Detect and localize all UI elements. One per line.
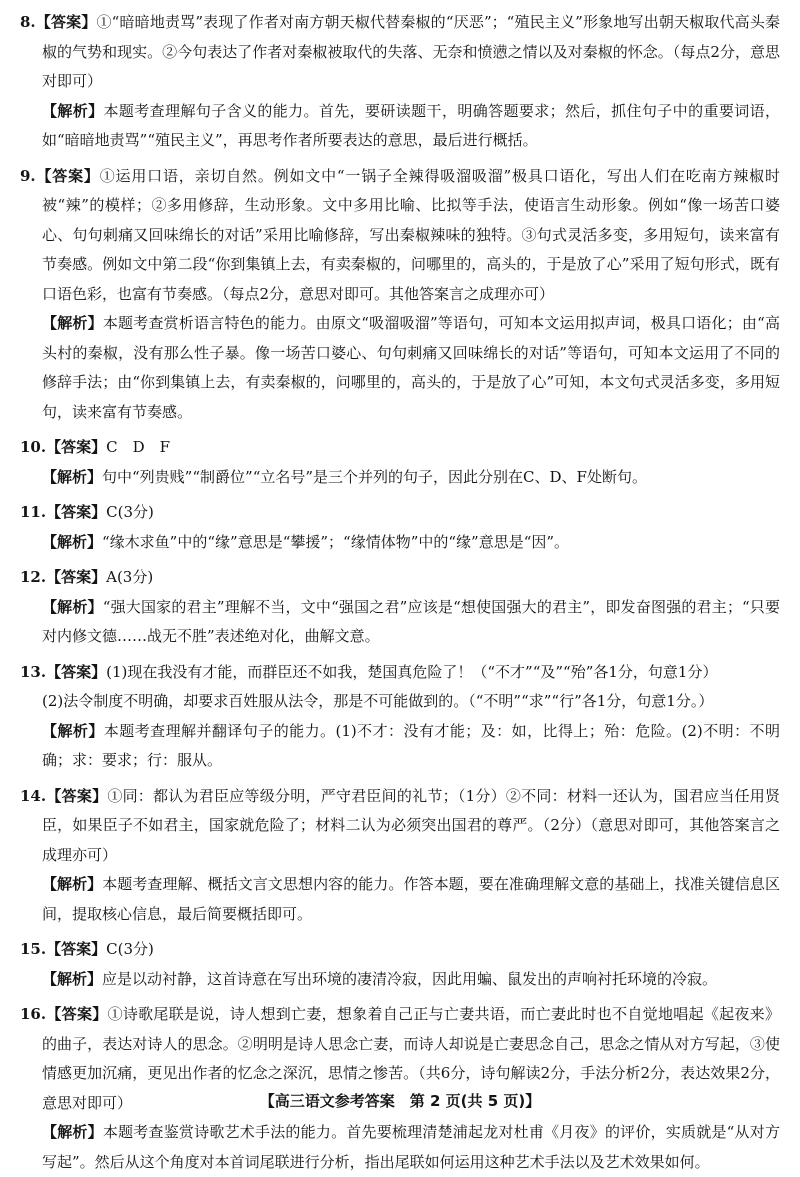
explanation-text: 应是以动衬静，这首诗意在写出环境的凄清冷寂，因此用蝙、鼠发出的声响衬托环境的冷寂。 xyxy=(102,969,718,988)
answer-tag: 【答案】 xyxy=(46,568,107,586)
explanation-text: 本题考查理解并翻译句子的能力。(1)不才：没有才能；及：如，比得上；殆：危险。(2)不明：不明确；求：要求；行：服从。 xyxy=(42,721,780,769)
answer-tag: 【答案】 xyxy=(35,13,97,31)
explanation-tag: 【解析】 xyxy=(42,875,103,893)
item-number: 9. xyxy=(20,166,36,185)
answer-13 xyxy=(20,658,780,688)
explanation-text: 句中“列贵贱”“制爵位”“立名号”是三个并列的句子，因此分别在C、D、F处断句。 xyxy=(102,467,647,486)
answer-14 xyxy=(20,782,780,871)
item-10 xyxy=(20,433,780,492)
explanation-8 xyxy=(20,97,780,156)
item-11 xyxy=(20,498,780,557)
explanation-tag: 【解析】 xyxy=(42,314,103,332)
explanation-12 xyxy=(20,593,780,652)
answer-12 xyxy=(20,563,780,593)
explanation-tag: 【解析】 xyxy=(42,969,103,988)
explanation-text: 本题考查鉴赏诗歌艺术手法的能力。首先要梳理清楚浦起龙对杜甫《月夜》的评价，实质就是“从对方写起”。然后从这个角度对本首词尾联进行分析，指出尾联如何运用这种艺术手法以及艺术效果如何。 xyxy=(42,1123,780,1171)
item-15 xyxy=(20,935,780,994)
item-12 xyxy=(20,563,780,652)
explanation-text: “强大国家的君主”理解不当，文中“强国之君”应该是“想使国强大的君主”，即发奋图强的君主；“只要对内修文德……战无不胜”表述绝对化，曲解文意。 xyxy=(42,597,780,645)
answer-text: C D F xyxy=(106,438,171,456)
item-16 xyxy=(20,1000,780,1177)
explanation-13 xyxy=(20,717,780,776)
explanation-9 xyxy=(20,309,780,427)
item-number: 15. xyxy=(20,940,47,958)
explanation-tag: 【解析】 xyxy=(42,1123,103,1141)
explanation-11 xyxy=(20,528,780,558)
item-number: 8. xyxy=(20,13,36,31)
item-14 xyxy=(20,782,780,930)
answer-11 xyxy=(20,498,780,528)
explanation-text: 本题考查赏析语言特色的能力。由原文“吸溜吸溜”等语句，可知本文运用拟声词，极具口语化；由“高头村的秦椒，没有那么性子暴。像一场苦口婆心、句句刺痛又回味绵长的对话”等语句，可知本文运用了不同的修辞手法；由“你到集镇上去，有卖秦椒的，问哪里的，高头的，于是放了心”可知，本文句式灵活多变，多用短句，读来富有节奏感。 xyxy=(42,314,780,421)
answer-tag: 【答案】 xyxy=(46,786,108,805)
answer-13-part-2: (2)法令制度不明确，却要求百姓服从法令，那是不可能做到的。（“不明”“求”“行”各1分，句意1分。） xyxy=(42,692,714,710)
item-9 xyxy=(20,162,780,428)
answer-text: ①同：都认为君臣应等级分明，严守君臣间的礼节；（1分）②不同：材料一还认为，国君应当任用贤臣，如果臣子不如君主，国家就危险了；材料二认为必须突出国君的尊严。（2分）（意思对即可，其他答案言之成理亦可） xyxy=(42,786,780,864)
answer-9 xyxy=(20,162,780,310)
answer-text: ①“暗暗地责骂”表现了作者对南方朝天椒代替秦椒的“厌恶”；“殖民主义”形象地写出朝天椒取代高头秦椒的气势和现实。②今句表达了作者对秦椒被取代的失落、无奈和愤懑之情以及对秦椒的怀念。（每点2分，意思对即可） xyxy=(42,13,780,90)
item-number: 16. xyxy=(20,1005,47,1023)
explanation-text: “缘木求鱼”中的“缘”意思是“攀援”；“缘情体物”中的“缘”意思是“因”。 xyxy=(102,532,570,551)
explanation-15 xyxy=(20,965,780,995)
explanation-tag: 【解析】 xyxy=(42,597,103,616)
item-number: 11. xyxy=(20,503,47,521)
answer-tag: 【答案】 xyxy=(46,503,107,521)
item-8 xyxy=(20,8,780,156)
explanation-tag: 【解析】 xyxy=(42,721,104,740)
item-number: 12. xyxy=(20,568,47,586)
item-number: 10. xyxy=(20,438,47,456)
answer-text: (1)现在我没有才能，而群臣还不如我，楚国真危险了！（“不才”“及”“殆”各1分，句意1分） xyxy=(106,662,718,681)
explanation-tag: 【解析】 xyxy=(42,467,103,486)
page-footer: 【高三语文参考答案 第 2 页(共 5 页)】 xyxy=(259,1092,541,1110)
answer-text: ①运用口语，亲切自然。例如文中“一锅子全辣得吸溜吸溜”极具口语化，写出人们在吃南方辣椒时被“辣”的模样；②多用修辞，生动形象。文中多用比喻、比拟等手法，使语言生动形象。例如“像一场苦口婆心、句句刺痛又回味绵长的对话”采用比喻修辞，写出秦椒辣味的独特。③句式灵活多变，多用短句，读来富有节奏感。例如文中第二段“你到集镇上去，有卖秦椒的，问哪里的，高头的，于是放了心”采用了短句形式，既有口语色彩，也富有节奏感。（每点2分，意思对即可。其他答案言之成理亦可） xyxy=(42,166,780,303)
answer-text: C(3分) xyxy=(106,940,154,958)
explanation-text: 本题考查理解、概括文言文思想内容的能力。作答本题，要在准确理解文意的基础上，找准关键信息区间，提取核心信息，最后简要概括即可。 xyxy=(42,875,780,923)
answer-10 xyxy=(20,433,780,463)
answer-15 xyxy=(20,935,780,965)
answer-text: C(3分) xyxy=(106,503,154,521)
explanation-tag: 【解析】 xyxy=(42,101,104,120)
item-13 xyxy=(20,658,780,776)
explanation-16 xyxy=(20,1118,780,1177)
answer-text: A(3分) xyxy=(106,568,154,586)
answer-tag: 【答案】 xyxy=(46,940,107,958)
explanation-14 xyxy=(20,870,780,929)
item-number: 13. xyxy=(20,662,47,681)
answer-tag: 【答案】 xyxy=(46,438,107,456)
item-number: 14. xyxy=(20,786,47,805)
answer-tag: 【答案】 xyxy=(35,166,100,185)
explanation-10 xyxy=(20,463,780,493)
explanation-text: 本题考查理解句子含义的能力。首先，要研读题干，明确答题要求；然后，抓住句子中的重要词语，如“暗暗地责骂”“殖民主义”，再思考作者所要表达的意思，最后进行概括。 xyxy=(42,101,780,149)
answer-tag: 【答案】 xyxy=(46,662,107,681)
answer-tag: 【答案】 xyxy=(46,1005,108,1023)
answer-8 xyxy=(20,8,780,97)
answer-text: ①诗歌尾联是说，诗人想到亡妻，想象着自己正与亡妻共语，而亡妻此时也不自觉地唱起《起夜来》的曲子，表达对诗人的思念。②明明是诗人思念亡妻，而诗人却说是亡妻思念自己，思念之情从对方写起，③使情感更加沉痛，更见出作者的忆念之深沉，思情之惨苦。（共6分，诗句解读2分，手法分析2分，表达效果2分，意思对即可） xyxy=(42,1005,780,1112)
explanation-tag: 【解析】 xyxy=(42,532,103,551)
